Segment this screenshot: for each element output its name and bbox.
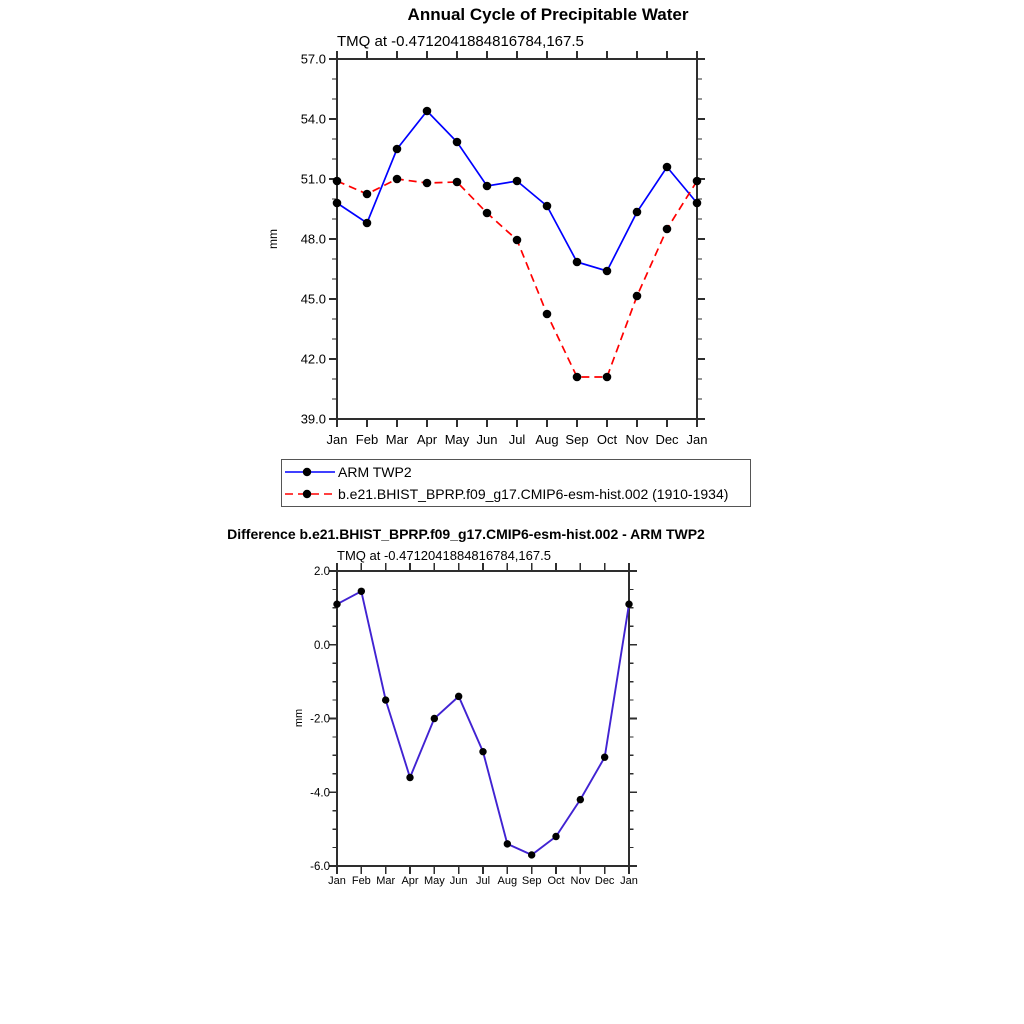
x-tick-label: Jun xyxy=(449,875,468,887)
data-point-marker xyxy=(431,715,438,722)
data-point-marker xyxy=(603,373,612,382)
data-point-marker xyxy=(483,182,492,191)
y-tick-label: 45.0 xyxy=(300,291,326,307)
red-dashed-line-marker-icon xyxy=(282,485,338,503)
x-tick-label: Oct xyxy=(596,432,618,447)
data-point-marker xyxy=(423,107,432,116)
data-point-marker xyxy=(363,219,372,228)
x-tick-label: Mar xyxy=(376,875,396,887)
data-point-marker xyxy=(479,748,486,755)
data-point-marker xyxy=(573,258,582,267)
x-tick-label: Feb xyxy=(351,875,371,887)
data-point-marker xyxy=(543,310,552,319)
top-chart-plot-area xyxy=(301,51,708,447)
x-tick-label: Aug xyxy=(497,875,518,887)
data-point-marker xyxy=(573,373,582,382)
data-point-marker xyxy=(333,600,340,607)
y-tick-label: 0.0 xyxy=(314,639,330,652)
x-tick-label: Nov xyxy=(570,875,591,887)
data-point-marker xyxy=(453,138,462,147)
data-point-marker xyxy=(382,696,389,703)
x-tick-label: Jan xyxy=(686,432,708,447)
y-tick-label: 42.0 xyxy=(300,351,326,367)
data-point-marker xyxy=(453,178,462,187)
data-point-marker xyxy=(601,754,608,761)
data-point-marker xyxy=(543,202,552,211)
top-chart-subtitle: TMQ at -0.4712041884816784,167.5 xyxy=(337,33,584,50)
data-point-marker xyxy=(358,588,365,595)
y-tick-label: 39.0 xyxy=(300,411,326,427)
axis-frame xyxy=(337,571,629,866)
legend-entry-arm-twp2 xyxy=(282,461,750,483)
data-point-marker xyxy=(625,600,632,607)
difference-chart-title: Difference b.e21.BHIST_BPRP.f09_g17.CMIP6-esm-hist.002 - ARM TWP2 xyxy=(227,526,705,542)
legend-label-model: b.e21.BHIST_BPRP.f09_g17.CMIP6-esm-hist.002 (1910-1934) xyxy=(338,486,729,502)
y-tick-label: 48.0 xyxy=(300,231,326,247)
data-point-marker xyxy=(513,236,522,245)
x-tick-label: Apr xyxy=(401,875,419,887)
x-tick-label: Dec xyxy=(655,432,679,447)
x-tick-label: Mar xyxy=(385,432,409,447)
y-tick-label: -4.0 xyxy=(310,787,330,800)
x-tick-label: Sep xyxy=(521,875,542,887)
x-tick-label: Jun xyxy=(476,432,498,447)
data-point-marker xyxy=(483,209,492,218)
x-tick-label: Dec xyxy=(594,875,615,887)
y-tick-label: 51.0 xyxy=(300,171,326,187)
y-tick-label: -2.0 xyxy=(310,713,330,726)
data-point-marker xyxy=(633,292,642,301)
y-tick-label: 57.0 xyxy=(300,51,326,67)
data-point-marker xyxy=(663,225,672,234)
difference-chart-subtitle: TMQ at -0.4712041884816784,167.5 xyxy=(337,548,551,563)
data-point-marker xyxy=(333,177,342,186)
data-point-marker xyxy=(552,833,559,840)
series-line-difference xyxy=(337,591,629,855)
y-tick-label: 2.0 xyxy=(314,566,330,579)
data-point-marker xyxy=(633,208,642,217)
data-point-marker xyxy=(406,774,413,781)
y-tick-label: -6.0 xyxy=(310,861,330,874)
data-point-marker xyxy=(663,163,672,172)
data-point-marker xyxy=(393,145,402,154)
legend-label-arm-twp2: ARM TWP2 xyxy=(338,464,412,480)
legend-entry-model xyxy=(282,483,750,505)
data-point-marker xyxy=(603,267,612,276)
x-tick-label: Jan xyxy=(326,432,348,447)
legend xyxy=(281,459,751,507)
x-tick-label: Oct xyxy=(547,875,565,887)
x-tick-label: May xyxy=(444,432,470,447)
difference-chart-plot-area xyxy=(310,563,638,887)
data-point-marker xyxy=(455,693,462,700)
top-chart-y-axis-label: mm xyxy=(266,229,280,249)
series-line-arm-twp2 xyxy=(337,111,697,271)
data-point-marker xyxy=(513,177,522,186)
data-point-marker xyxy=(528,851,535,858)
data-point-marker xyxy=(504,840,511,847)
x-tick-label: Feb xyxy=(355,432,379,447)
x-tick-label: Apr xyxy=(416,432,438,447)
x-tick-label: Aug xyxy=(535,432,559,447)
blue-solid-line-marker-icon xyxy=(282,463,338,481)
data-point-marker xyxy=(393,175,402,184)
x-tick-label: Jul xyxy=(475,875,491,887)
x-tick-label: Jan xyxy=(328,875,346,887)
x-tick-label: Jan xyxy=(620,875,638,887)
difference-chart-y-axis-label: mm xyxy=(293,708,305,728)
data-point-marker xyxy=(333,199,342,208)
x-tick-label: May xyxy=(423,875,445,887)
y-tick-label: 54.0 xyxy=(300,111,326,127)
x-tick-label: Jul xyxy=(508,432,526,447)
data-point-marker xyxy=(693,199,702,208)
series-line-b-e21-bhist-bprp-f09-g17-cmip6 xyxy=(337,179,697,377)
x-tick-label: Sep xyxy=(565,432,589,447)
top-chart-title: Annual Cycle of Precipitable Water xyxy=(407,5,689,24)
data-point-marker xyxy=(693,177,702,186)
x-tick-label: Nov xyxy=(625,432,649,447)
data-point-marker xyxy=(577,796,584,803)
data-point-marker xyxy=(363,190,372,199)
data-point-marker xyxy=(423,179,432,188)
